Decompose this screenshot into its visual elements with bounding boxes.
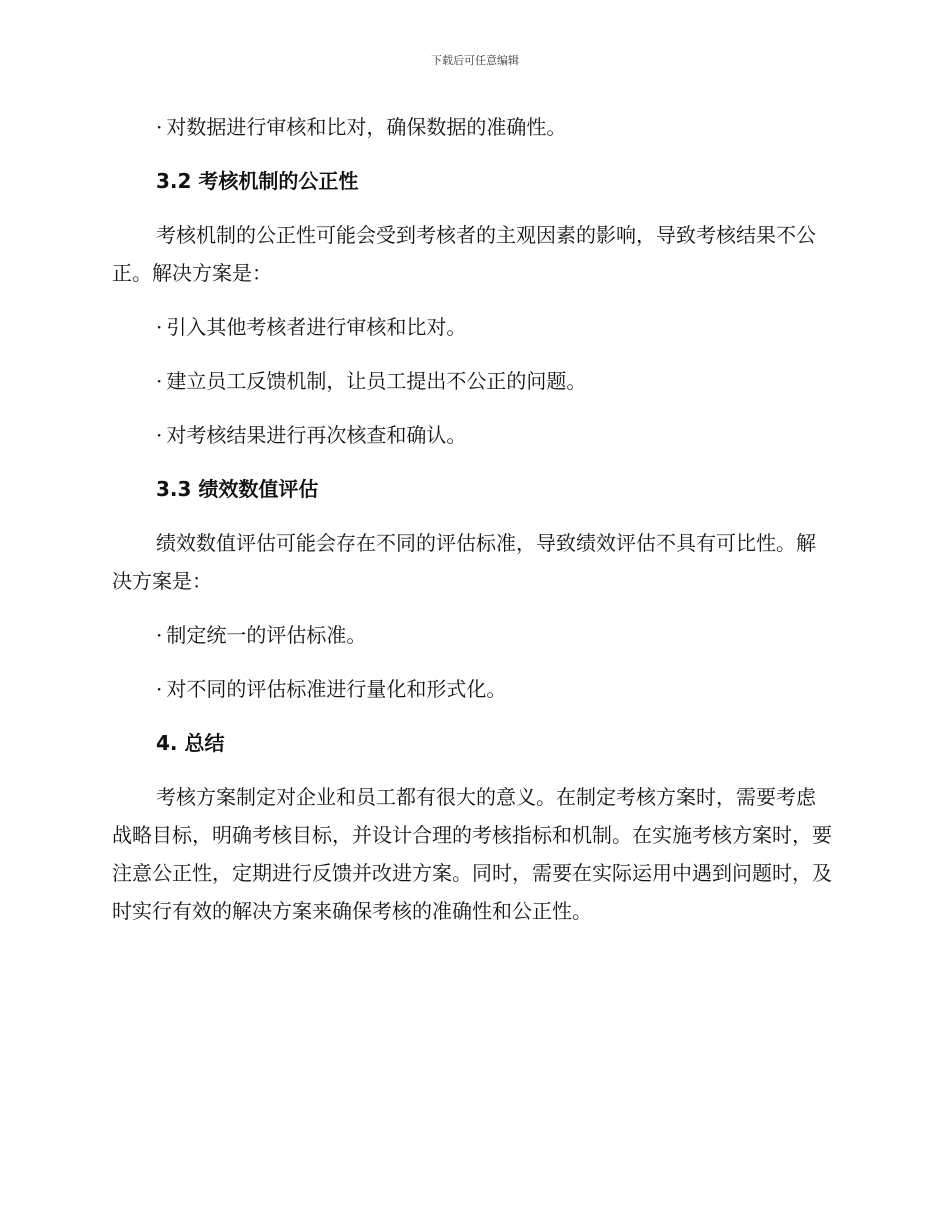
document-body xyxy=(112,108,832,946)
bullet-text: 建立员工反馈机制，让员工提出不公正的问题。 xyxy=(166,369,587,393)
section-heading-3-3: 3.3 绩效数值评估 xyxy=(156,477,319,501)
bullet-text: 对数据进行审核和比对，确保数据的准确性。 xyxy=(166,115,567,139)
bullet-text: 引入其他考核者进行审核和比对。 xyxy=(166,315,467,339)
section-heading-3-2: 3.2 考核机制的公正性 xyxy=(156,169,359,193)
bullet-dot: · xyxy=(156,315,163,339)
bullet-text: 对考核结果进行再次核查和确认。 xyxy=(166,423,467,447)
bullet-dot: · xyxy=(156,115,163,139)
bullet-item xyxy=(112,362,832,400)
bullet-text: 对不同的评估标准进行量化和形式化。 xyxy=(166,677,507,701)
bullet-dot: · xyxy=(156,623,163,647)
bullet-dot: · xyxy=(156,677,163,701)
bullet-item xyxy=(112,670,832,708)
bullet-item xyxy=(112,416,832,454)
section-heading-4: 4. 总结 xyxy=(156,731,225,755)
paragraph-3-3: 绩效数值评估可能会存在不同的评估标准，导致绩效评估不具有可比性。解决方案是： xyxy=(112,531,816,593)
bullet-dot: · xyxy=(156,369,163,393)
paragraph-3-2: 考核机制的公正性可能会受到考核者的主观因素的影响，导致考核结果不公正。解决方案是： xyxy=(112,223,816,285)
bullet-item xyxy=(112,616,832,654)
bullet-item xyxy=(112,108,832,146)
bullet-text: 制定统一的评估标准。 xyxy=(166,623,367,647)
page-header: 下载后可任意编辑 xyxy=(431,54,519,67)
bullet-item xyxy=(112,308,832,346)
paragraph-4: 考核方案制定对企业和员工都有很大的意义。在制定考核方案时，需要考虑战略目标，明确考核目标，并设计合理的考核指标和机制。在实施考核方案时，要注意公正性，定期进行反馈并改进方案。同时，需要在实际运用中遇到问题时，及时实行有效的解决方案来确保考核的准确性和公正性。 xyxy=(112,785,832,923)
bullet-dot: · xyxy=(156,423,163,447)
